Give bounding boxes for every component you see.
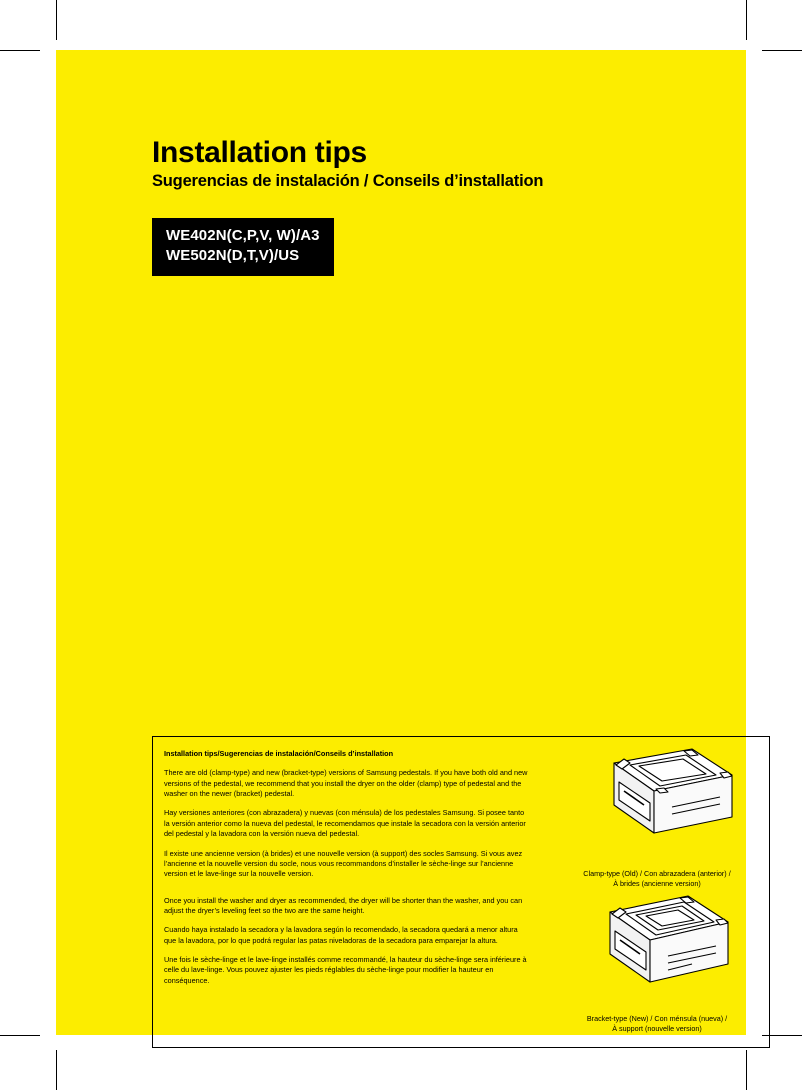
model-number-box bbox=[152, 218, 334, 276]
page-subtitle: Sugerencias de instalación / Conseils d’installation bbox=[152, 172, 544, 190]
installation-tips-text bbox=[164, 749, 529, 995]
tip-paragraph-fr-1: Il existe une ancienne version (à brides) et une nouvelle version (à support) des socles Samsung. Si vous avez l’ancienne et la nouvelle version du socle, nous vous recommandons d’installer le sèche-linge sur l’ancienne version et le lave-linge sur la nouvelle version. bbox=[164, 848, 523, 879]
installation-tips-figures bbox=[553, 745, 761, 1034]
crop-mark-bottom-left bbox=[56, 1050, 57, 1090]
clamp-type-caption-line1: Clamp-type (Old) / Con abrazadera (anterior) / bbox=[583, 869, 731, 878]
model-number-2: WE502N(D,T,V)/US bbox=[166, 247, 300, 265]
page-title: Installation tips bbox=[152, 136, 367, 169]
clamp-type-caption-line2: À brides (ancienne version) bbox=[613, 879, 701, 889]
crop-mark-right-top bbox=[762, 50, 802, 51]
installation-tips-panel bbox=[152, 736, 770, 1048]
crop-mark-top-right bbox=[746, 0, 747, 40]
page-header bbox=[152, 136, 772, 276]
clamp-type-caption bbox=[553, 869, 761, 890]
crop-mark-bottom-right bbox=[746, 1050, 747, 1090]
crop-mark-top-left bbox=[56, 0, 57, 40]
document-page bbox=[56, 50, 746, 1035]
tip-paragraph-es-1: Hay versiones anteriores (con abrazadera) y nuevas (con ménsula) de los pedestales Samsung. Si posee tanto la versión anterior como la nueva del pedestal, le recomendamos que instale la secadora con la versión anterior del pedestal y la lavadora con la versión nueva del pedestal. bbox=[164, 808, 526, 839]
tip-paragraph-en-2: Once you install the washer and dryer as recommended, the dryer will be shorter than the washer, and you can adjust the dryer’s leveling feet so the two are the same height. bbox=[164, 895, 523, 915]
model-number-1: WE402N(C,P,V, W)/A3 bbox=[166, 227, 320, 244]
bracket-type-caption-line1: Bracket-type (New) / Con ménsula (nueva) / bbox=[586, 1014, 728, 1023]
bracket-type-pedestal-illustration bbox=[553, 890, 761, 1034]
bracket-type-caption-line2: À support (nouvelle version) bbox=[612, 1024, 702, 1034]
crop-mark-left-top bbox=[0, 50, 40, 51]
tip-paragraph-en-1: There are old (clamp-type) and new (bracket-type) versions of Samsung pedestals. If you have both old and new versions of the pedestal, we recommend that you install the dryer on the older (clamp) type of pedestal and the washer on the newer (bracket) pedestal. bbox=[164, 768, 528, 799]
crop-mark-left-bottom bbox=[0, 1035, 40, 1036]
tip-paragraph-es-2: Cuando haya instalado la secadora y la lavadora según lo recomendado, la secadora quedará a menor altura que la lavadora, por lo que podrá regular las patas niveladoras de la secadora para emparejar la altura. bbox=[164, 925, 518, 945]
bracket-type-caption bbox=[553, 1014, 761, 1035]
tip-paragraph-fr-2: Une fois le sèche-linge et le lave-linge installés comme recommandé, la hauteur du sèche-linge sera inférieure à celle du lave-linge. Vous pouvez ajuster les pieds réglables du sèche-linge pour modifier la hauteur en conséquence. bbox=[164, 955, 527, 985]
installation-tips-heading: Installation tips/Sugerencias de instalación/Conseils d’installation bbox=[164, 749, 394, 758]
clamp-type-pedestal-illustration bbox=[553, 745, 761, 889]
